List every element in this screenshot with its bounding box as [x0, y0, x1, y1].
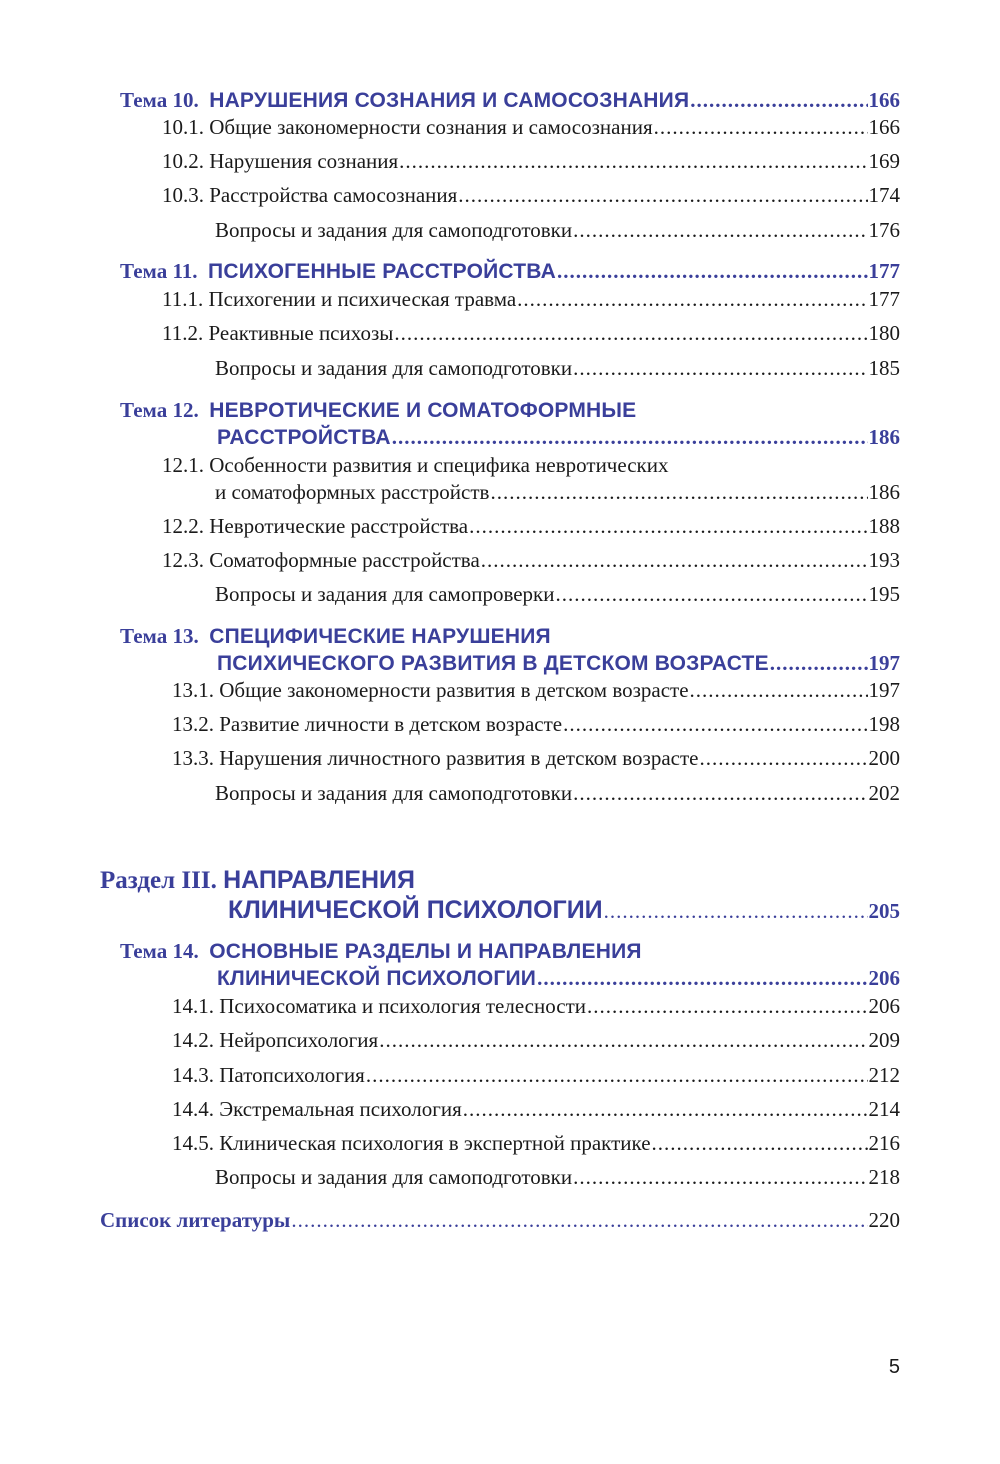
toc-item-10-1[interactable]	[162, 114, 900, 140]
toc-item-14-5[interactable]	[172, 1130, 900, 1156]
toc-topic-13-line2[interactable]	[217, 650, 900, 677]
item-label: 12.2. Невротические расстройства	[162, 514, 469, 538]
page-ref: 177	[868, 259, 900, 283]
leader-dots	[652, 1130, 868, 1156]
toc-item-13-questions[interactable]	[215, 780, 900, 806]
page-ref: 206	[868, 966, 900, 990]
leader-dots	[699, 745, 867, 771]
references-label: Список литературы	[100, 1208, 291, 1232]
toc-item-13-3[interactable]	[172, 745, 900, 771]
toc-item-12-2[interactable]	[162, 513, 900, 539]
toc-references[interactable]	[100, 1207, 900, 1233]
item-label: 14.5. Клиническая психология в экспертной практике	[172, 1131, 651, 1155]
toc-topic-14-line1[interactable]	[120, 938, 642, 965]
page-ref: 177	[868, 287, 900, 311]
leader-dots	[366, 1062, 868, 1088]
item-label: и соматоформных расстройств	[215, 480, 490, 504]
page-ref: 197	[868, 678, 900, 702]
page-ref: 195	[868, 582, 900, 606]
item-label: 11.2. Реактивные психозы	[162, 321, 394, 345]
toc-item-11-1[interactable]	[162, 286, 900, 312]
page-ref: 206	[868, 994, 900, 1018]
page-ref: 176	[868, 218, 900, 242]
leader-dots	[654, 114, 868, 140]
topic-title-cont: ПСИХИЧЕСКОГО РАЗВИТИЯ В ДЕТСКОМ ВОЗРАСТЕ	[217, 652, 769, 675]
item-label: 13.2. Развитие личности в детском возрасте	[172, 712, 563, 736]
toc-topic-10[interactable]	[120, 87, 900, 114]
toc-item-10-2[interactable]	[162, 148, 900, 174]
page-ref: 197	[868, 651, 900, 675]
toc-item-12-questions[interactable]	[215, 581, 900, 607]
page-ref: 205	[868, 899, 900, 923]
page-ref: 185	[868, 356, 900, 380]
toc-item-12-1-line1[interactable]: 12.1. Особенности развития и специфика невротических	[162, 453, 669, 477]
toc-item-10-3[interactable]	[162, 182, 900, 208]
item-label: Вопросы и задания для самоподготовки	[215, 356, 573, 380]
leader-dots	[394, 320, 867, 346]
leader-dots	[573, 780, 867, 806]
topic-title: НАРУШЕНИЯ СОЗНАНИЯ И САМОСОЗНАНИЯ	[209, 89, 690, 112]
topic-label: Тема 12.	[120, 398, 199, 422]
item-label: Вопросы и задания для самопроверки	[215, 582, 555, 606]
leader-dots	[573, 1164, 867, 1190]
section-title-cont: КЛИНИЧЕСКОЙ ПСИХОЛОГИИ	[228, 896, 603, 924]
item-label: 14.1. Психосоматика и психология телесности	[172, 994, 587, 1018]
page-ref: 212	[868, 1063, 900, 1087]
item-label: Вопросы и задания для самоподготовки	[215, 1165, 573, 1189]
leader-dots	[573, 355, 867, 381]
section-label: Раздел III.	[100, 867, 217, 894]
item-label: 11.1. Психогении и психическая травма	[162, 287, 517, 311]
leader-dots	[481, 547, 868, 573]
item-label: 10.2. Нарушения сознания	[162, 149, 399, 173]
page-ref: 218	[868, 1165, 900, 1189]
leader-dots	[573, 217, 867, 243]
page-ref: 209	[868, 1028, 900, 1052]
item-label: 14.4. Экстремальная психология	[172, 1097, 462, 1121]
topic-label: Тема 11.	[120, 259, 198, 283]
toc-item-13-1[interactable]	[172, 677, 900, 703]
item-label: 14.3. Патопсихология	[172, 1063, 365, 1087]
toc-item-11-questions[interactable]	[215, 355, 900, 381]
leader-dots	[604, 896, 868, 926]
leader-dots	[392, 424, 868, 450]
topic-title-cont: КЛИНИЧЕСКОЙ ПСИХОЛОГИИ	[217, 967, 537, 990]
leader-dots	[537, 965, 867, 991]
toc-item-13-2[interactable]	[172, 711, 900, 737]
toc-item-10-questions[interactable]	[215, 217, 900, 243]
topic-label: Тема 10.	[120, 88, 199, 112]
item-label: 12.3. Соматоформные расстройства	[162, 548, 480, 572]
toc-item-12-3[interactable]	[162, 547, 900, 573]
leader-dots	[379, 1027, 867, 1053]
leader-dots	[291, 1207, 867, 1233]
section-title: НАПРАВЛЕНИЯ	[223, 866, 415, 894]
leader-dots	[563, 711, 867, 737]
item-label: 13.1. Общие закономерности развития в детском возрасте	[172, 678, 689, 702]
topic-title: ПСИХОГЕННЫЕ РАССТРОЙСТВА	[208, 260, 556, 283]
page-ref: 166	[868, 88, 900, 112]
page-ref: 216	[868, 1131, 900, 1155]
topic-title: ОСНОВНЫЕ РАЗДЕЛЫ И НАПРАВЛЕНИЯ	[209, 940, 642, 963]
toc-item-14-questions[interactable]	[215, 1164, 900, 1190]
toc-topic-13-line1[interactable]	[120, 623, 551, 650]
page-ref: 198	[868, 712, 900, 736]
page-ref: 200	[868, 746, 900, 770]
toc-item-14-1[interactable]	[172, 993, 900, 1019]
topic-title-cont: РАССТРОЙСТВА	[217, 426, 391, 449]
toc-item-12-1-line2[interactable]	[215, 479, 900, 505]
toc-topic-11[interactable]	[120, 258, 900, 285]
leader-dots	[557, 258, 868, 284]
leader-dots	[690, 677, 868, 703]
toc-item-14-2[interactable]	[172, 1027, 900, 1053]
leader-dots	[399, 148, 867, 174]
toc-section-3-line2[interactable]	[228, 895, 900, 926]
page-ref: 166	[868, 115, 900, 139]
toc-item-14-3[interactable]	[172, 1062, 900, 1088]
leader-dots	[490, 479, 867, 505]
item-label: 10.3. Расстройства самосознания	[162, 183, 458, 207]
leader-dots	[556, 581, 868, 607]
toc-item-11-2[interactable]	[162, 320, 900, 346]
page-ref: 214	[868, 1097, 900, 1121]
page-ref: 193	[868, 548, 900, 572]
page-ref: 188	[868, 514, 900, 538]
page-ref: 220	[868, 1208, 900, 1232]
page-ref: 186	[868, 480, 900, 504]
toc-topic-14-line2[interactable]	[217, 965, 900, 992]
page-ref: 202	[868, 781, 900, 805]
item-label: Вопросы и задания для самоподготовки	[215, 218, 573, 242]
toc-item-14-4[interactable]	[172, 1096, 900, 1122]
toc-section-3-line1[interactable]	[100, 865, 415, 896]
leader-dots	[517, 286, 867, 312]
topic-label: Тема 14.	[120, 939, 199, 963]
topic-title: НЕВРОТИЧЕСКИЕ И СОМАТОФОРМНЫЕ	[209, 399, 637, 422]
page-number: 5	[888, 1356, 900, 1378]
topic-label: Тема 13.	[120, 624, 199, 648]
toc-topic-12-line1[interactable]	[120, 397, 636, 424]
leader-dots	[463, 1096, 868, 1122]
leader-dots	[469, 513, 867, 539]
item-label: 10.1. Общие закономерности сознания и самосознания	[162, 115, 653, 139]
leader-dots	[587, 993, 867, 1019]
page-ref: 186	[868, 425, 900, 449]
leader-dots	[458, 182, 867, 208]
page-ref: 180	[868, 321, 900, 345]
item-label: 14.2. Нейропсихология	[172, 1028, 379, 1052]
toc-topic-12-line2[interactable]	[217, 424, 900, 451]
page-ref: 174	[868, 183, 900, 207]
topic-title: СПЕЦИФИЧЕСКИЕ НАРУШЕНИЯ	[209, 625, 551, 648]
item-label: Вопросы и задания для самоподготовки	[215, 781, 573, 805]
page-ref: 169	[868, 149, 900, 173]
item-label: 13.3. Нарушения личностного развития в детском возрасте	[172, 746, 699, 770]
leader-dots	[770, 650, 868, 676]
leader-dots	[690, 87, 867, 113]
